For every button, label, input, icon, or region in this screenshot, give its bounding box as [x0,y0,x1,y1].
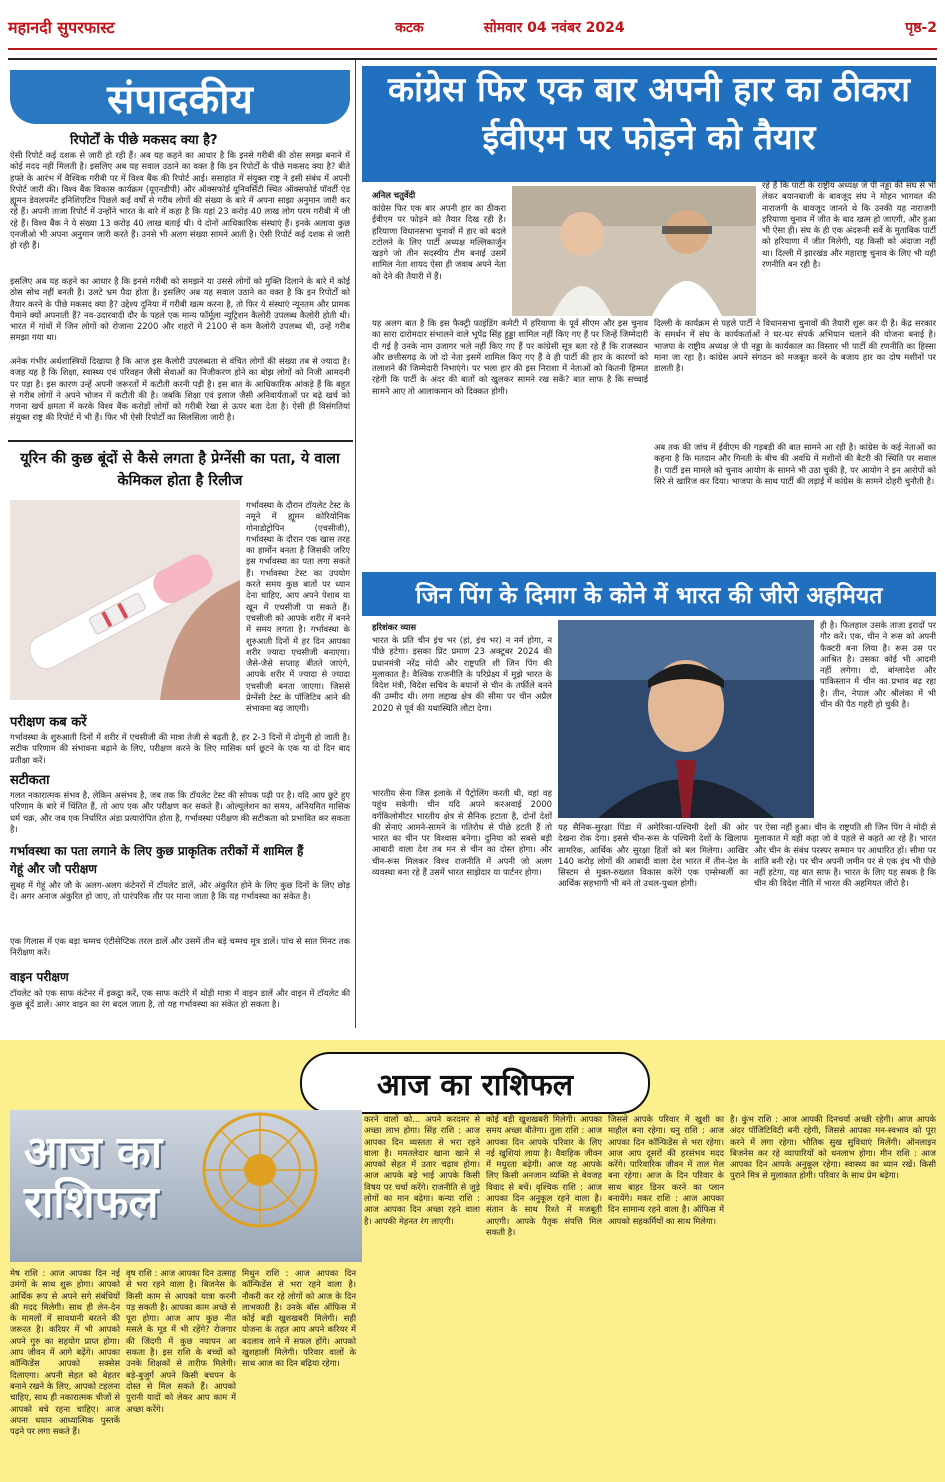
editorial-body-2: इसलिए अब यह कहने का आधार है कि इनसे गरीबी को समझने या उससे लोगों को मुक्ति दिलाने के बारे में कोई ठोस सोच नहीं बनती है। उलटे भ्रम पैदा होता है। इसलिए अब यह सवाल उठाने का वक्त है कि इन रिपोर्टों को तैयार करने के पीछे मकसद क्या है? उद्देश्य दुनिया में गरीबी खत्म करना है, तो फिर ये संस्थाएं न्यूनतम और प्रामक पैमाने क्यों अपनाती हैं? नव-उदारवादी दौर के पहले एक मान्य फॉर्मूला न्यूट्रिशन कैलोरी उपलब्ध कैलोरी होती थी। भारत में गांवों में जिन लोगों को रोजाना 2200 और शहरों में 2100 से कम कैलोरी उपलब्ध थी, उन्हें गरीब समझा गया था। [10,276,350,343]
rashifal-col-3: मिथुन राशि : आज आपका दिन कॉन्फिडेंस से भरा रहने वाला है। नौकरी कर रहे लोगों को आज के दिन लाभकारी है। उनके बॉस ऑफिस में कोई बड़ी खुशखबरी मिलेगी। सही योजना के तहत आप अपने करियर में बदलाव लाने में सफल होंगे। आपको खुशहाली मिलेगी। परिवार वालों के साथ आज का दिन बढ़िया रहेगा। [242,1268,356,1369]
congress-lead: कांग्रेस फिर एक बार अपनी हार का ठीकरा ईवीएम पर फोड़ने को तैयार दिख रही है। हरियाणा विधानसभा चुनावों में हार को बदले टटोलने के लिए पार्टी अध्यक्ष मल्लिकार्जुन खड़गे जो तीन सदस्यीय टीम बनाई उसमें शामिल नेता शायद ऐसा ही जवाब अपने नेता को देने की तैयारी में हैं। [372,203,506,281]
jinping-headline: जिन पिंग के दिमाग के कोने में भारत की जीरो अहमियत [362,572,936,616]
top-rule [8,58,937,60]
rashifal-image-text-line-2: राशिफल [24,1177,159,1228]
when-to-test-heading: परीक्षण कब करें [10,715,87,730]
jinping-body-4: ही है। फिलहाल उसके ताजा इरादों पर गौर करें। एक, चीन ने रूस को अपनी फैक्टरी बना लिया है। रूस उस पर आश्रित है। उसका कोई भी आदमी नहीं लगेगा। दो, बांग्लादेश और पाकिस्तान में चीन का प्रभाव बढ़ रहा है। तीन, नेपाल और श्रीलंका में भी चीन की पैठ गहरी हो चुकी है। [820,620,936,710]
rashifal-image [10,1110,362,1262]
congress-leaders-photo [512,186,756,316]
urine-body-2: गर्भावस्था के शुरुआती दिनों में शरीर में एचसीजी की मात्रा तेजी से बढ़ती है, हर 2-3 दिनों में दोगुनी हो जाती है। सटीक परिणाम की संभावना बढ़ाने के लिए, परीक्षण करने के लिए मासिक धर्म छूटने के एक या दो दिन बाद प्रतीक्षा करें। [10,732,350,765]
accuracy-heading: सटीकता [10,773,50,788]
urine-body-1: गर्भावस्था के दौरान टॉयलेट टेस्ट के नमूने में ह्यूमन कोरियोनिक गोनाडोट्रोपिन (एचसीजी), गर्भावस्था के दौरान एक खास तरह का हार्मोन बनता है जिसकी जरिए इस गर्भावस्था का पता लगा सकते हैं। गर्भावस्था टेस्ट का उपयोग करते समय कुछ बातों पर ध्यान देना चाहिए, आप अपने पेशाब या खून में एचसीजी पा सकते हैं। एचसीजी को आपके शरीर में बनने में समय लगता है। गर्भावस्था के शुरुआती दिनों में हर दिन आपका शरीर ज्यादा एचसीजी बनाएगा। जैसे-जैसे सप्ताह बीतते जाएंगे, आपके शरीर में ज्यादा से ज्यादा एचसीजी बनता जाएगा। जिससे प्रेग्नेंसी टेस्ट के पॉजिटिव आने की संभावना बढ़ जाएगी। [246,500,350,714]
rashifal-col-6: जिससे आपके परिवार में खुशी का माहौल बना रहेगा। धनु राशि : आज आपका दिन कॉन्फिडेंस से भरा रहेगा। आज आप दूसरों की हरसंभव मदद करेंगे। पारिवारिक जीवन में ताल मेल बना रहेगा। आज के दिन परिवार के साथ बाहर डिनर करने का प्लान बनायेंगे। मकर राशि : आज आपका दिन सामान्य रहने वाला है। ऑफिस में आपको सहकर्मियों का साथ मिलेगा। [608,1114,724,1226]
urine-body-3: गलत नकारात्मक संभव है, लेकिन असंभव है, जब तक कि टॉयलेट टेस्ट की सोपक पढ़ी पर है। यदि आप छुटे हुए परिणाम के बारे में चिंतित हैं, तो आप एक और परीक्षण कर सकते हैं। ओल्यूलेशन का समय, अनियमित मासिक धर्म चक्र, और जब एक निर्धारित अंडा प्रत्यारोपित होता है, गर्भावस्था परीक्षण की सटीकता को प्रभावित कर सकता है। [10,790,351,834]
jinping-lead: भारत के प्रति चीन इंच भर (हां, इंच भर) न नर्म होगा, न पीछे हटेगा। इसका प्रिंट प्रमाण 23 अक्टूबर 2024 की प्रधानमंत्री नरेंद्र मोदी और राष्ट्रपति शी जिन पिंग की मुलाकात है। वैश्विक राजनीति के परिप्रेक्ष्य में मुझे भारत के विदेश मंत्री, विदेश सचिव के बयानों से चीन के तर्फीले बनने की उम्मीद थी। लगा लद्दाख क्षेत्र की सीमा पर चीन अप्रैल 2020 से पूर्व की यथास्थिति लौटा देगा। [372,635,552,713]
jinping-body-2: यह सैनिक-सुरक्षा पिंडा में अमेरिका-पश्चिमी देशों की ओर देखना रोक देगा। इससे चीन-रूस के पश्चिमी देशों के खिलाफ सामरिक, आर्थिक और सुरक्षा हितों को बल मिलेगा। आखिर 140 करोड़ लोगों की आबादी वाला देश भारत में तीन-देश के सिस्टम से मुक्त-रुख्शत विकास करेंगे एक एम्सेम्बर्ली का आर्थिक सहभागी भी बने तो उथल-पुथल होगी। [558,822,748,889]
wheat-test-heading: गेहूं और जौ परीक्षण [10,862,97,876]
jinping-body-3: पर ऐसा नहीं हुआ। चीन के राष्ट्रपति शी जिन पिंग ने मोदी से मुलाकात में वही कहा जो वे पहले से कहते आ रहे हैं। भारत और चीन के संबंध परस्पर सम्मान पर आधारित हों। सीमा पर शांति बनी रहे। पर चीन अपनी जमीन पर से एक इंच भी पीछे नहीं हटेगा, यह बात साफ है। भारत के लिए यह सबक है कि चीन की विदेश नीति में भारत की अहमियत जीरो है। [754,822,936,889]
rashifal-title: आज का राशिफल [300,1052,650,1114]
rashifal-col-4: करने वालों को... अपने करदमर से अच्छा लाभ होगा। सिंह राशि : आज आपका दिन व्यस्तता से भरा रहने वाला है। ममतलेदार खाना खाने से आपको सेहत में उतार चढ़ाव होगा। आज आपके बड़े भाई आपके किसी विषय पर चर्चा करेंगे। राजनीति से जुड़े लोगों का मान बढ़ेगा। कन्या राशि : आज आपका दिन अच्छा रहने वाला है। आपकी मेहनत रंग लाएगी। [364,1114,480,1226]
congress-body-3: रहे हैं कि पार्टी के राष्ट्रीय अध्यक्ष जे पी नड्डा की संघ से भी लेकर बयानबाजी के बावजूद संघ ने मोहन भागवत की नाराजगी के बावजूद जानते थे कि उनकी यह नाराजगी हरियाणा चुनाव में जीत के बाद खत्म हो जाएगी, और हुआ भी ऐसा ही। संघ के ही एक अंदरूनी सर्वे के मुताबिक पार्टी को हरियाणा में जीत मिलेगी, यह किसी को अंदाजा नहीं था। दिल्ली में झारखंड और महाराष्ट्र चुनाव के लिए भी यही रणनीति बन रही है। [762,180,936,270]
urine-body-6: टॉयलेट को एक साफ कंटेनर में इकट्ठा करें, एक साफ कटोरे में थोड़ी मात्रा में वाइन डालें और वाइन में टॉयलेट की कुछ बूंदें डालें। अगर वाइन का रंग बदल जाता है, तो यह गर्भावस्था का संकेत हो सकता है। [10,988,350,1010]
editorial-subheading: रिपोर्टों के पीछे मकसद क्या है? [70,133,218,148]
jinping-byline: हरिशंकर व्यास [372,622,417,632]
urine-headline: यूरिन की कुछ बूंदों से कैसे लगता है प्रेग्नेंसी का पता, ये वाला केमिकल होता है रिलीज [20,451,340,489]
congress-body-2: अब तक की जांच में ईवीएम की गड़बड़ी की बात सामने आ रही है। कांग्रेस के कई नेताओं का कहना है कि मतदान और गिनती के बीच की अवधि में मशीनों की बैटरी की स्थिति पर सवाल हैं। पार्टी इस मामले को चुनाव आयोग के सामने भी उठा चुकी है, पर आयोग ने इन आरोपों को सिरे से खारिज कर दिया। भाजपा के साथ पार्टी की लड़ाई में कांग्रेस के सामने दोहरी चुनौती है। [654,442,936,486]
xi-jinping-photo-icon [558,620,814,818]
wine-test-heading: वाइन परीक्षण [10,970,69,984]
leaders-photo-icon [512,186,756,316]
congress-body-1: यह अलग बात है कि इस फैक्ट्री फाइंडिंग कमेटी में हरियाणा के पूर्व सीएम और इस चुनाव का सारा दारोमदार संभालने वाले भूपेंद्र सिंह हुड्डा शामिल नहीं किए गए हैं पर जिन्हें जिम्मेदारी दी गई है उनके नाम उजागर भले नहीं किए गए हैं पर कांग्रेसी सूत्र बता रहे हैं कि राजस्थान और छत्तीसगढ़ के जो दो नेता इसमें शामिल किए गए हैं वे ही पार्टी की हार के कारणों को तलाशने की जिम्मेदारी निभाएंगे। पर भला हार की इस निराशा में नेताओं को कितनी हिम्मत रहेगी कि पार्टी के अंदर की बातों को खुलकर सामने रख सकें? बात साफ है कि सच्चाई सामने आए तो आलाकमान को दिक्कत होगी। [372,318,648,396]
paper-name: महानदी सुपरफास्ट [8,18,115,37]
masthead-center [395,18,625,37]
column-divider [355,58,356,1028]
xi-jinping-photo [558,620,814,818]
pregnancy-test-photo [10,500,240,700]
rashifal-col-2: वृष राशि : आज आपका दिन उत्साह से भरा रहने वाला है। बिजनेस के किसी काम से आपको यात्रा करनी पड़ सकती है। आपका काम अच्छे से पूरा होगा। आज आप कुछ नीत मसले के मूड में भी रहेंगे? रोजगार की जिंदगी में कुछ नयापन आ सकता है। इस राशि के बच्चों को उनके शिक्षकों से तारीफ मिलेगी। बड़े-बुजुर्ग अपने किसी बचपन के दोस्त से मिल सकते हैं। आपको पुरानी यादों को लेकर आप काम में अच्छा करेंगे। [126,1268,236,1414]
congress-headline-line-2: ईवीएम पर फोड़ने को तैयार [482,118,816,158]
section-rule [8,440,353,442]
congress-byline: अनिल चतुर्वेदी [372,190,416,200]
congress-headline [362,66,936,182]
urine-body-5: एक गिलास में एक बड़ा चम्मच एंटीसेप्टिक तरल डालें और उसमें तीन बड़े चम्मच मूत्र डालें। पांच से सात मिनट तक निरीक्षण करें। [10,936,350,958]
pregnancy-test-icon [10,500,240,700]
jinping-body-1: भारतीय सेना जिस इलाके में पैट्रोलिंग करती थी, वहां वह पहुंच सकेगी। चीन यदि अपने करअवाई 2000 वर्गकिलोमीटर भारतीय क्षेत्र से सैनिक हटाता है, दोनों देशों की सेनाएं आमने-सामने के गतिरोध से पीछे हटती हैं तो भारत का चीन पर विश्वास बनेगा। दुनिया को सबसे बड़ी आबादी वाला देश तब मन से चीन का दोस्त होगा। और चीन-रूस मिलकर विश्व राजनीति में अपनी जो अलग व्यवस्था बना रहे हैं उसमें भारत साझेदार या पार्टनर होगा। [372,788,552,878]
city-name: कटक [395,19,424,36]
editorial-heading: संपादकीय [10,70,350,124]
rashifal-image-text-line-1: आज का [24,1127,163,1178]
congress-headline-line-1: कांग्रेस फिर एक बार अपनी हार का ठीकरा [388,70,910,110]
masthead [8,6,937,50]
rashifal-image-text [24,1128,162,1228]
rashifal-col-7: है। कुंभ राशि : आज आपकी दिनचर्या अच्छी रहेगी। आज आपके अंदर पॉजिटिविटी बनी रहेगी, जिससे आपका मन-स्वभाव को पूरा करने में लगा रहेगा। भौतिक सुख सुविधाएं मिलेंगी। ऑनलाइन बिजनेस कर रहे व्यापारियों को धनलाभ होगा। मीन राशि : आज आपका दिन आपके अनुकूल रहेगा। स्वास्थ्य का ध्यान रखें। किसी पुराने मित्र से मुलाकात होगी। परिवार के साथ प्रेम बढ़ेगा। [730,1114,936,1181]
urine-body-4: सुबह में गेहूं और जौ के अलग-अलग कंटेनरों में टॉयलेट डालें, और अंकुरित होने के लिए कुछ दिनों के लिए छोड़ दें। अगर अनाज अंकुरित हो जाए, तो पारंपरिक तौर पर माना जाता है कि यह गर्भावस्था का संकेत है। [10,880,350,902]
page-number: पृष्ठ-2 [905,19,937,36]
issue-date: सोमवार 04 नवंबर 2024 [483,19,625,36]
rashifal-col-5: कोई बड़ी खुशखबरी मिलेगी। आपका समय अच्छा बीतेगा। तुला राशि : आज आपका दिन आपके परिवार के लिए नई खुशियां लाया है। वैवाहिक जीवन में मधुरता बढ़ेगी। आज यह आपके लिए किसी अनजान व्यक्ति से बेवजह विवाद से बचें। वृश्चिक राशि : आज आपका दिन अनुकूल रहने वाला है। संतान के साथ रिश्ते में मजबूती आएगी। आपके पैतृक संपत्ति मिल सकती है। [486,1114,602,1237]
congress-body-4: दिल्ली के कार्यक्रम से पहले पार्टी ने विधानसभा चुनावों की तैयारी शुरू कर दी है। केंद्र सरकार के समर्थन में संघ के कार्यकर्ताओं ने घर-घर संपर्क अभियान चलाने की योजना बनाई है। भाजपा के राष्ट्रीय अध्यक्ष जे पी नड्डा के कार्यकाल का विस्तार भी पार्टी की रणनीति का हिस्सा माना जा रहा है। कांग्रेस अपने संगठन को मजबूत करने के बजाय हार का दोष मशीनों पर डालती है। [654,318,936,374]
editorial-body-3: अनेक गंभीर अर्थशास्त्रियों दिखाया है कि आज इस कैलोरी उपलब्धता से वंचित लोगों की संख्या तब से ज्यादा है। वजह यह है कि शिक्षा, स्वास्थ्य एवं परिवहन जैसी सेवाओं का निजीकरण होने का बोझ लोगों को निजी आमदनी पर पड़ा है। इस कारण उन्हें अपनी जरूरतों में कटौती करनी पड़ी है। इस बात के आधिकारिक आंकड़े हैं कि बहुत से गरीब लोगों ने अपने भोजन में कटौती की है। जबकि शिक्षा एवं इलाज जैसी अनिवार्यताओं पर बढ़े खर्च को गणना खर्च क्षमता में करके विश्व बैंक करोड़ों लोगों को गरीबी रेखा से ऊपर बता देता है। ऐसी ही विसंगतियां संयुक्त राष्ट्र की रिपोर्ट में भी हैं। फिर भी ऐसी रिपोर्टों का सिलसिला जारी है। [10,356,350,423]
editorial-body-1: ऐसी रिपोर्ट कई दशक से जारी हो रही हैं। अब यह कहने का आधार है कि इनसे गरीबी की ठोस समझ बनाने में कोई मदद नहीं मिलती है। इसलिए अब यह सवाल उठाने का वक्त है कि इन रिपोर्टों के पीछे मकसद क्या है? बीते हफ्ते के आरंभ में वैश्विक गरीबी पर में विश्व बैंक की रिपोर्ट आई। ससाहांत में संयुक्त राष्ट्र ने इसी संबंध में अपनी रिपोर्ट जारी की। विश्व बैंक विकास कार्यक्रम (यूएनडीपी) और ऑक्सफोर्ड यूनिवर्सिटी स्थित ऑक्सफोर्ड पॉवर्टी एंड ह्यूमन डेवलपमेंट इनिशिएटिव पिछले कई वर्षों से गरीब लोगों की संख्या के बारे में अपना साझा अनुमान जारी कर रहे हैं। अपनी ताजा रिपोर्ट में उन्होंने भारत के बारे में कहा है कि यहां 23 करोड़ 40 लाख लोग परम गरीबी में जी रहे हैं। विश्व बैंक ने ये संख्या 13 करोड़ 40 लाख बताई थी। ये दोनों आधिकारिक संस्थाएं हैं। इनके अलावा कुछ एनजीओ भी अपना अनुमान जारी करते हैं। उनसे भी अलग संख्या सामने आती है। ऐसी रिपोर्ट कई दशक से जारी हो रही हैं। [10,150,350,251]
rashifal-col-1: मेष राशि : आज आपका दिन नई उमंगों के साथ शुरू होगा। आपको आर्थिक रूप से अपने सगे संबंधियों की मदद मिलेगी। साथ ही लेन-देन के मामलों में सावधानी बरतने की जरूरत है। करियर में भी आपको अपने गुरु का सहयोग प्राप्त होगा। आप जीवन में आगे बढ़ेंगे। आपका कॉन्फिडेंस आपको सक्सेस दिलाएगा। अपनी सेहत को बेहतर बनाने रखने के लिए, आपको टहलना चाहिए, साथ ही नकारात्मक चीजों से आपको बचे रहना चाहिए। आज अपना धयान आध्यात्मिक पुस्तकें पढ़ने पर लगा सकते हैं। [10,1268,120,1437]
natural-methods-heading: गर्भावस्था का पता लगाने के लिए कुछ प्राकृतिक तरीकों में शामिल हैं [10,844,304,858]
